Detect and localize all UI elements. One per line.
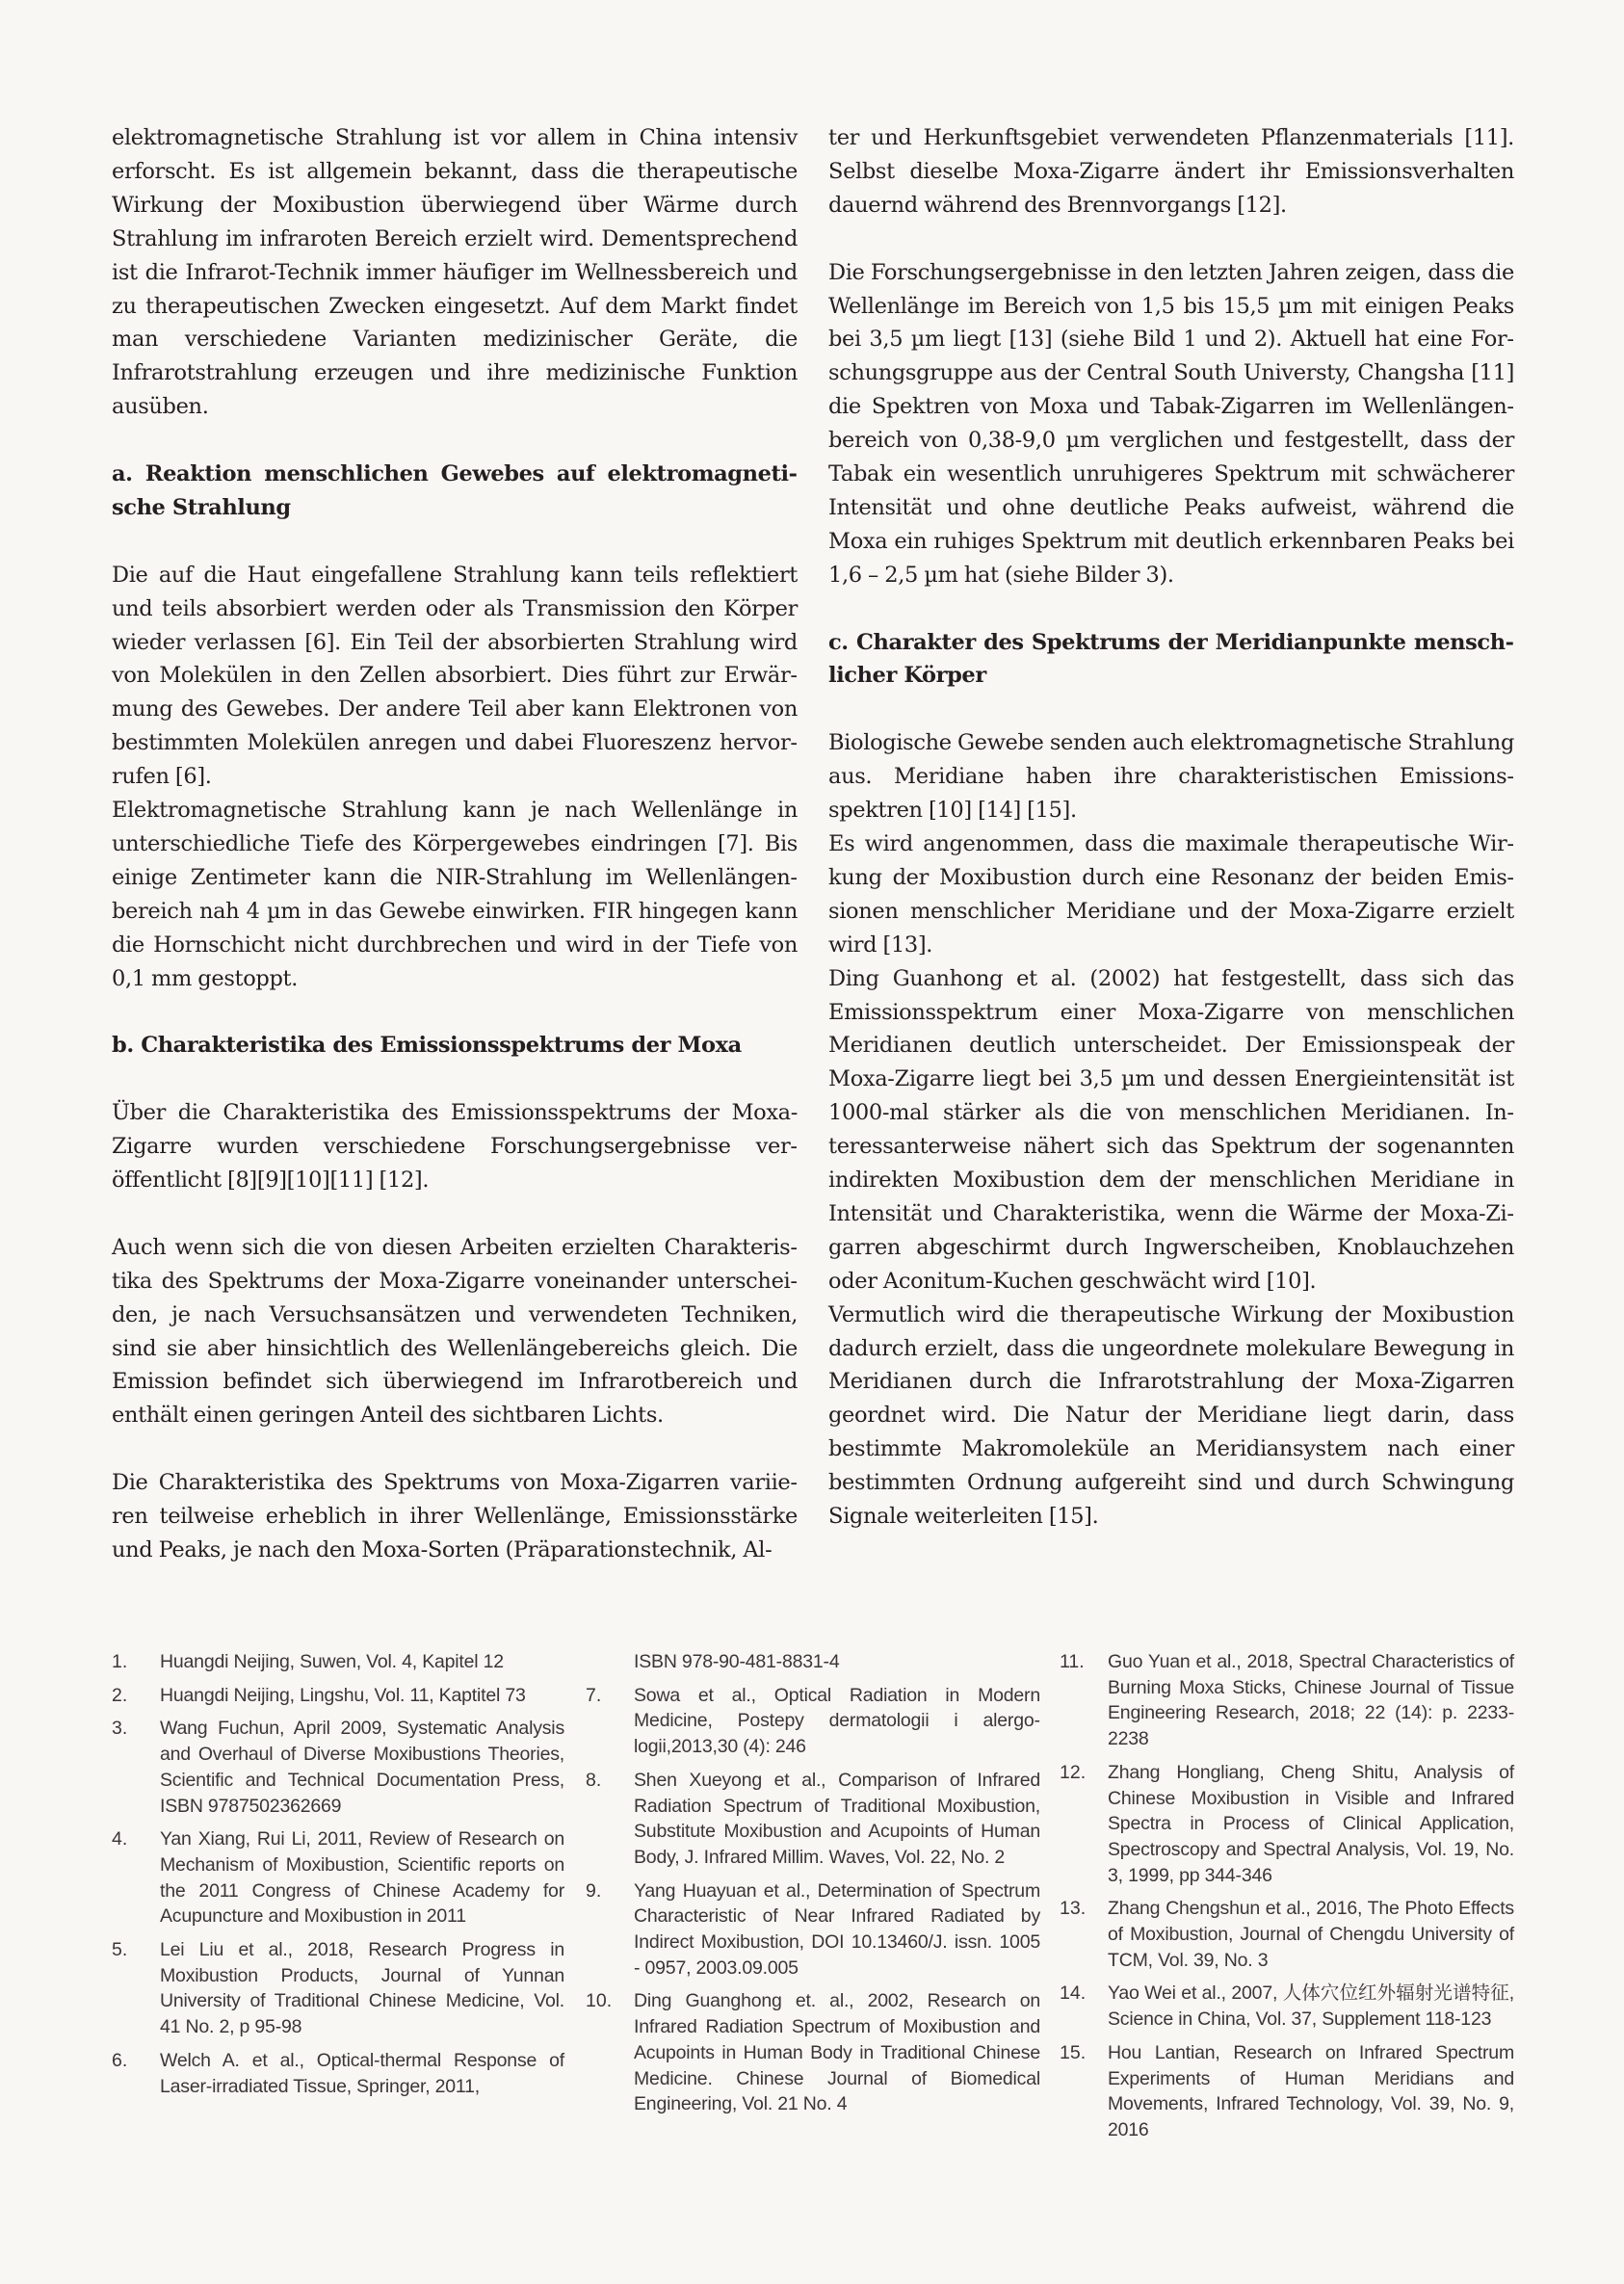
reference-number: 8. [586, 1769, 602, 1791]
reference-item [112, 1649, 564, 1675]
reference-text: Ding Guanghong et. al., 2002, Research on Infrared Radiation Spectrum of Moxibustion and Acupoints in Human Body in Traditional Chinese Medicine. Chinese Journal of Biomedical Engineering, Vol. 21 No. 4 [634, 1990, 1040, 2115]
reference-number: 15. [1060, 2041, 1087, 2063]
reference-item [1060, 1981, 1514, 2032]
reference-text: Zhang Hongliang, Cheng Shitu, Analysis of Chinese Moxibustion in Visible and Infrared Spectra in Process of Clinical Application, Spectroscopy and Spectral Analysis, Vol. 19, No. 3, 1999, pp 344-346 [1108, 1761, 1514, 1886]
reference-item [1060, 1760, 1514, 1889]
reference-number: 1. [112, 1651, 128, 1672]
reference-text: Guo Yuan et al., 2018, Spectral Characteristics of Burning Moxa Sticks, Chinese Journal of Tissue Engineering Research, 2018; 22 (14): p. 2233-2238 [1108, 1651, 1514, 1750]
reference-number: 11. [1060, 1651, 1085, 1672]
reference-item [1060, 1896, 1514, 1973]
paragraph: Auch wenn sich die von diesen Arbeiten erzielten Charakteristika des Spektrums der Moxa-Zigarre voneinander unterscheiden, je nach Versuchsansätzen und verwendeten Techniken, sind sie aber hinsichtlich des Wellenlängebereichs gleich. Die Emission befindet sich überwiegend im Infrarotbereich und enthält einen geringen Anteil des sichtbaren Lichts. [112, 1234, 798, 1429]
reference-item [586, 1878, 1040, 1982]
left-text-column [112, 121, 798, 1567]
reference-number: 9. [586, 1879, 602, 1902]
paragraph: Es wird angenommen, dass die maximale therapeutische Wirkung der Moxibustion durch eine Resonanz der beiden Emissionen menschlicher Meridiane und der Moxa-Zigarre erzielt wird [13]. [828, 830, 1514, 958]
reference-item [112, 1937, 564, 2040]
section-heading-a: a. Reaktion menschlichen Gewebes auf elektromagnetische Strahlung [112, 461, 798, 520]
paragraph: Biologische Gewebe senden auch elektromagnetische Strahlung aus. Meridiane haben ihre charakteristischen Emissionsspektren [10] [14] [15]. [828, 730, 1514, 824]
reference-item [112, 1683, 564, 1709]
paragraph: Elektromagnetische Strahlung kann je nach Wellenlänge in unterschiedliche Tiefe des Körpergewebes eindringen [7]. Bis einige Zentimeter kann die NIR-Strahlung im Wellenlängenbereich nah 4 µm in das Gewebe einwirken. FIR hingegen kann die Hornschicht nicht durchbrechen und wird in der Tiefe von 0,1 mm gestoppt. [112, 798, 798, 991]
paragraph: Die Forschungsergebnisse in den letzten Jahren zeigen, dass die Wellenlänge im Bereich von 1,5 bis 15,5 µm mit einigen Peaks bei 3,5 µm liegt [13] (siehe Bild 1 und 2). Aktuell hat eine Forschungsgruppe aus der Central South Universty, Changsha [11] die Spektren von Moxa und Tabak-Zigarren im Wellenlängenbereich von 0,38-9,0 µm verglichen und festgestellt, dass der Tabak ein wesentlich unruhigeres Spektrum mit schwächerer Intensität und ohne deutliche Peaks aufweist, während die Moxa ein ruhiges Spektrum mit deutlich erkennbaren Peaks bei 1,6 – 2,5 µm hat (siehe Bilder 3). [828, 259, 1514, 588]
reference-text: Welch A. et al., Optical-thermal Response of Laser-irradiated Tissue, Springer, 2011, [160, 2049, 564, 2097]
paragraph: Die Charakteristika des Spektrums von Moxa-Zigarren variieren teilweise erheblich in ihrer Wellenlänge, Emissionsstärke und Peaks, je nach den Moxa-Sorten (Präparationstechnik, Al- [112, 1470, 798, 1562]
reference-number: 6. [112, 2049, 128, 2071]
reference-text: ISBN 978-90-481-8831-4 [634, 1651, 840, 1672]
reference-number: 10. [586, 1990, 613, 2012]
reference-item [112, 2048, 564, 2099]
right-text-column [828, 121, 1514, 1534]
reference-number: 13. [1060, 1898, 1087, 1920]
paragraph: Die auf die Haut eingefallene Strahlung kann teils reflektiert und teils absorbiert werden oder als Transmission den Körper wieder verlassen [6]. Ein Teil der absorbierten Strahlung wird von Molekülen in den Zellen absorbiert. Dies führt zur Erwärmung des Gewebes. Der andere Teil aber kann Elektronen von bestimmten Molekülen anregen und dabei Fluoreszenz hervorrufen [6]. [112, 562, 798, 790]
reference-text: Huangdi Neijing, Lingshu, Vol. 11, Kaptitel 73 [160, 1684, 526, 1706]
paragraph: elektromagnetische Strahlung ist vor allem in China intensiv erforscht. Es ist allgemein bekannt, dass die therapeutische Wirkung der Moxibustion überwiegend über Wärme durch Strahlung im infraroten Bereich erzielt wird. Dementsprechend ist die Infrarot-Technik immer häufiger im Wellnessbereich und zu therapeutischen Zwecken eingesetzt. Auf dem Markt findet man verschiedene Varianten medizinischer Geräte, die Infrarotstrahlung erzeugen und ihre medizinische Funktion ausüben. [112, 125, 798, 420]
reference-text: Lei Liu et al., 2018, Research Progress in Moxibustion Products, Journal of Yunnan University of Traditional Chinese Medicine, Vol. 41 No. 2, p 95-98 [160, 1939, 564, 2038]
paragraph: ter und Herkunftsgebiet verwendeten Pflanzenmaterials [11]. Selbst dieselbe Moxa-Zigarre ändert ihr Emissionsverhalten dauernd während des Brennvorgangs [12]. [828, 125, 1514, 218]
reference-text: Yang Huayuan et al., Determination of Spectrum Characteristic of Near Infrared Radiated by Indirect Moxibustion, DOI 10.13460/J. issn. 1005 - 0957, 2003.09.005 [634, 1879, 1040, 1979]
reference-item [586, 1683, 1040, 1760]
paragraph: Über die Charakteristika des Emissionsspektrums der Moxa-Zigarre wurden verschiedene Forschungsergebnisse veröffentlicht [8][9][10][11] [12]. [112, 1100, 798, 1194]
reference-text: Huangdi Neijing, Suwen, Vol. 4, Kapitel 12 [160, 1651, 504, 1672]
references-column-1 [112, 1649, 564, 2107]
reference-text: Zhang Chengshun et al., 2016, The Photo Effects of Moxibustion, Journal of Chengdu University of TCM, Vol. 39, No. 3 [1108, 1898, 1514, 1971]
reference-number: 5. [112, 1939, 128, 1961]
reference-item [586, 1988, 1040, 2117]
reference-number: 3. [112, 1718, 128, 1740]
reference-text: Yan Xiang, Rui Li, 2011, Review of Research on Mechanism of Moxibustion, Scientific reports on the 2011 Congress of Chinese Academy for Acupuncture and Moxibustion in 2011 [160, 1828, 564, 1928]
reference-number: 4. [112, 1828, 128, 1851]
reference-number: 7. [586, 1684, 602, 1706]
reference-text: Hou Lantian, Research on Infrared Spectrum Experiments of Human Meridians and Movements, Infrared Technology, Vol. 39, No. 9, 2016 [1108, 2041, 1514, 2140]
reference-number: 12. [1060, 1761, 1087, 1783]
reference-item [586, 1768, 1040, 1871]
reference-item [112, 1716, 564, 1819]
reference-item [1060, 2040, 1514, 2143]
reference-text: Sowa et al., Optical Radiation in Modern Medicine, Postepy dermatologii i alergologii,2013,30 (4): 246 [634, 1684, 1040, 1758]
reference-text: Yao Wei et al., 2007, 人体穴位红外辐射光谱特征, Science in China, Vol. 37, Supplement 118-123 [1108, 1982, 1514, 2031]
reference-text: Shen Xueyong et al., Comparison of Infrared Radiation Spectrum of Traditional Moxibustion, Substitute Moxibustion and Acupoints of Human Body, J. Infrared Millim. Waves, Vol. 22, No. 2 [634, 1769, 1040, 1868]
paragraph: Vermutlich wird die therapeutische Wirkung der Moxibustion dadurch erzielt, dass die ungeordnete molekulare Bewegung in Meridianen durch die Infrarotstrahlung der Moxa-Zigarren geordnet wird. Die Natur der Meridiane liegt darin, dass bestimmte Makromoleküle an Meridiansystem nach einer bestimmten Ordnung aufgereiht sind und durch Schwingung Signale weiterleiten [15]. [828, 1301, 1514, 1530]
reference-number: 2. [112, 1684, 128, 1706]
references-column-3 [1060, 1649, 1514, 2151]
paragraph: Ding Guanhong et al. (2002) hat festgestellt, dass sich das Emissionsspektrum einer Moxa-Zigarre von menschlichen Meridianen deutlich unterscheidet. Der Emissionspeak der Moxa-Zigarre liegt bei 3,5 µm und dessen Energieintensität ist 1000-mal stärker als die von menschlichen Meridianen. Interessanterweise nähert sich das Spektrum der sogenannten indirekten Moxibustion dem der menschlichen Meridiane in Intensität und Charakteristika, wenn die Wärme der Moxa-Zigarren abgeschirmt durch Ingwerscheiben, Knoblauchzehen oder Aconitum-Kuchen geschwächt wird [10]. [828, 965, 1514, 1294]
references-column-2 [586, 1649, 1040, 2125]
section-heading-b: b. Charakteristika des Emissionsspektrums der Moxa [112, 1033, 742, 1059]
reference-text: Wang Fuchun, April 2009, Systematic Analysis and Overhaul of Diverse Moxibustions Theories, Scientific and Technical Documentation Press, ISBN 9787502362669 [160, 1718, 564, 1817]
section-heading-c: c. Charakter des Spektrums der Meridianpunkte menschlicher Körper [828, 629, 1514, 689]
reference-continuation [586, 1649, 1040, 1675]
reference-item [1060, 1649, 1514, 1752]
reference-number: 14. [1060, 1982, 1087, 2005]
reference-item [112, 1826, 564, 1930]
